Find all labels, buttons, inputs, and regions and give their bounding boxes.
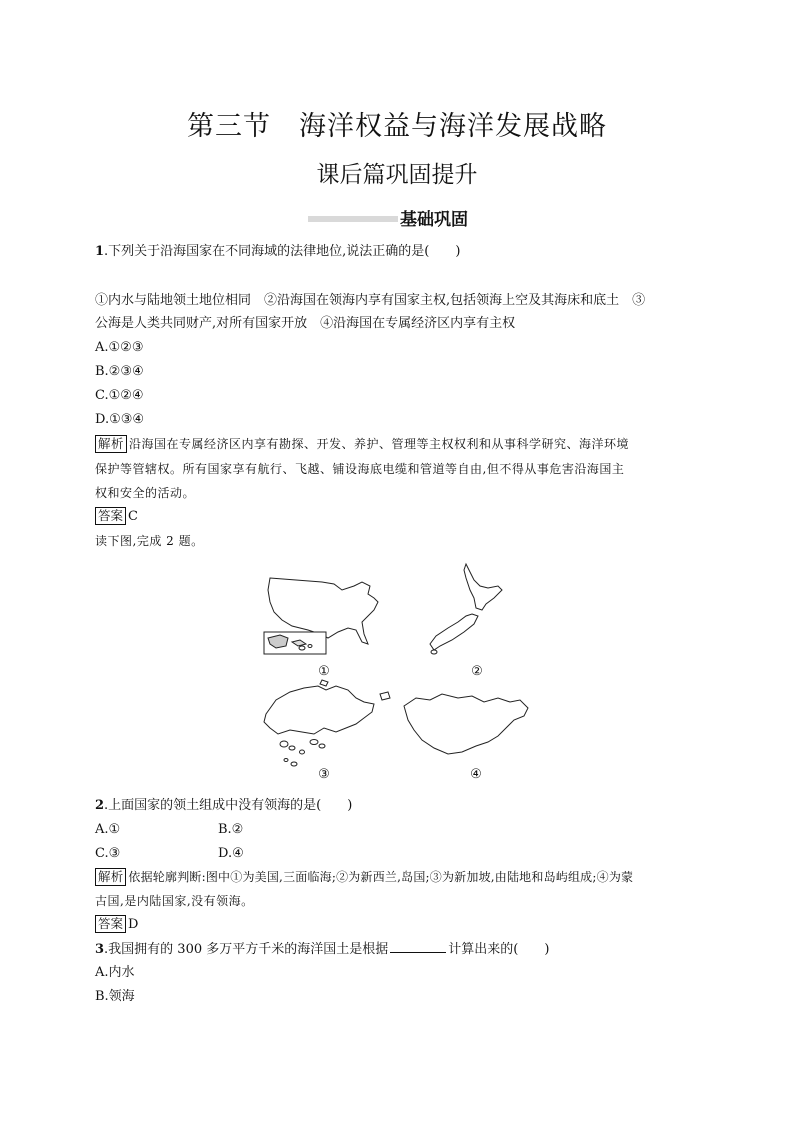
- usa-map-icon: [262, 572, 392, 657]
- question-text-end: 计算出来的( ): [448, 942, 550, 957]
- q3-option-a: A.内水: [95, 965, 135, 980]
- section-heading: 基础巩固: [400, 210, 468, 230]
- question-3-stem: [95, 939, 549, 961]
- question-1-stem: [95, 241, 460, 263]
- map-label-3: ③: [318, 767, 330, 782]
- answer-value: D: [128, 917, 139, 932]
- q2-analysis: [95, 866, 633, 888]
- q1-option-d: D.①③④: [95, 412, 145, 427]
- map-label-2: ②: [471, 664, 483, 679]
- question-text: .上面国家的领土组成中没有领海的是( ): [104, 798, 353, 813]
- q2-analysis-line: 古国,是内陆国家,没有领海。: [95, 894, 254, 908]
- question-number: 1: [95, 244, 105, 259]
- analysis-tag: 解析: [95, 868, 126, 886]
- analysis-text: 依据轮廓判断:图中①为美国,三面临海;②为新西兰,岛国;③为新加坡,由陆地和岛屿组成;④为蒙: [128, 870, 634, 884]
- analysis-tag: 解析: [95, 435, 127, 453]
- q1-analysis-line: 保护等管辖权。所有国家享有航行、飞越、铺设海底电缆和管道等自由,但不得从事危害沿海国主: [95, 462, 625, 476]
- figure-intro: 读下图,完成 2 题。: [95, 534, 204, 548]
- q1-option-a: A.①②③: [95, 340, 144, 355]
- question-text: .我国拥有的 300 多万平方千米的海洋国土是根据: [104, 942, 389, 957]
- fill-in-blank: [390, 940, 446, 953]
- answer-tag: 答案: [95, 915, 126, 933]
- map-label-4: ④: [470, 767, 482, 782]
- question-number: 3: [95, 942, 105, 957]
- singapore-map-icon: [256, 680, 392, 772]
- q3-option-b: B.领海: [95, 989, 135, 1004]
- q2-option-b: B.②: [218, 822, 244, 837]
- q1-statement-line: ①内水与陆地领土地位相同 ②沿海国在领海内享有国家主权,包括领海上空及其海床和底土 ③: [95, 293, 646, 308]
- q2-option-d: D.④: [218, 846, 244, 861]
- answer-tag: 答案: [95, 507, 126, 525]
- q1-analysis: [95, 433, 629, 455]
- q2-option-a: A.①: [95, 822, 121, 837]
- q1-option-c: C.①②④: [95, 388, 144, 403]
- page-subtitle: 课后篇巩固提升: [316, 162, 478, 188]
- question-text: .下列关于沿海国家在不同海域的法律地位,说法正确的是( ): [104, 244, 461, 259]
- map-label-1: ①: [318, 664, 330, 679]
- q1-answer: [95, 506, 138, 528]
- mongolia-map-icon: [402, 690, 532, 762]
- page-title: 第三节 海洋权益与海洋发展战略: [187, 111, 607, 142]
- q2-option-c: C.③: [95, 846, 121, 861]
- q1-option-b: B.②③④: [95, 364, 144, 379]
- q1-statement-line: 公海是人类共同财产,对所有国家开放 ④沿海国在专属经济区内享有主权: [95, 316, 516, 331]
- new-zealand-map-icon: [426, 562, 508, 656]
- analysis-text: 沿海国在专属经济区内享有勘探、开发、养护、管理等主权权利和从事科学研究、海洋环境: [129, 437, 630, 451]
- section-divider-bar: [308, 216, 398, 222]
- q2-answer: [95, 914, 138, 936]
- question-number: 2: [95, 798, 105, 813]
- question-2-stem: [95, 795, 352, 817]
- answer-value: C: [128, 509, 138, 524]
- q1-analysis-line: 权和安全的活动。: [95, 486, 196, 500]
